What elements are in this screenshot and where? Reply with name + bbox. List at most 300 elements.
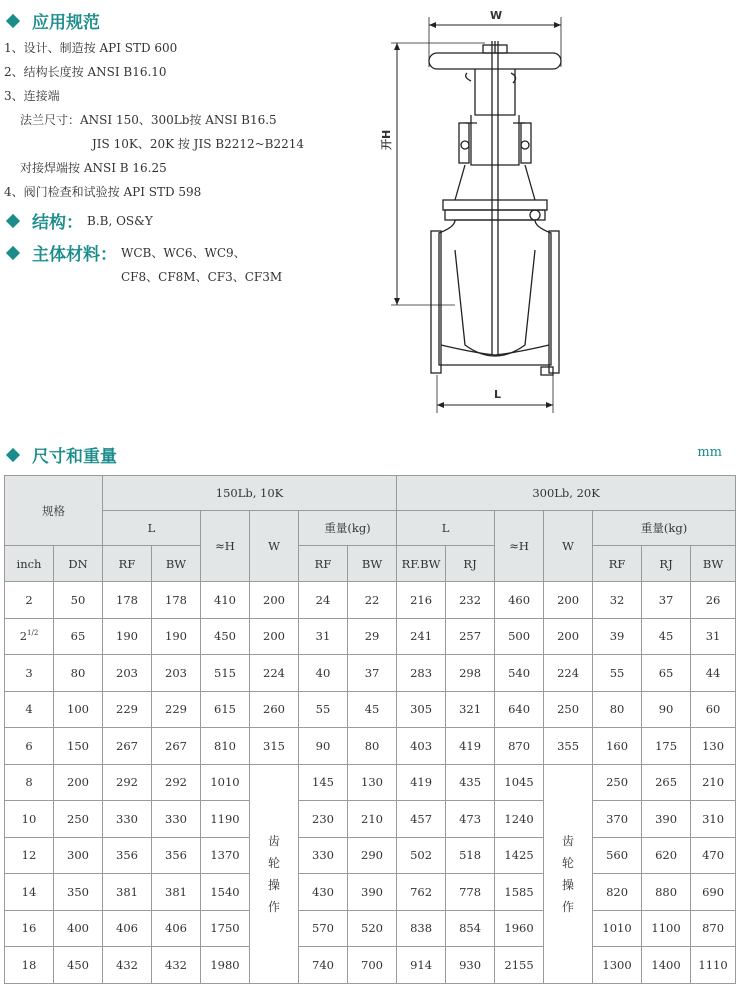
table-cell — [152, 728, 201, 765]
table-cell — [54, 837, 103, 874]
cell-value: 10 — [21, 811, 37, 826]
table-cell — [5, 655, 54, 692]
cell-value: 370 — [606, 811, 629, 826]
table-cell — [250, 728, 299, 765]
cell-value: 390 — [361, 884, 383, 899]
cell-value: 350 — [67, 884, 89, 899]
cell-value: 39 — [609, 629, 625, 644]
table-cell — [593, 801, 642, 838]
gear-operation-cell — [544, 764, 593, 983]
cell-value: 90 — [315, 738, 331, 753]
cell-value: 290 — [361, 848, 383, 863]
cell-value: 241 — [410, 629, 433, 644]
table-cell — [691, 728, 736, 765]
table-cell — [397, 764, 446, 801]
table-cell — [397, 874, 446, 911]
cell-value: 80 — [609, 702, 625, 717]
diamond-bullet-icon — [6, 447, 20, 461]
dim-label-w: W — [490, 9, 503, 22]
cell-value: 267 — [165, 738, 187, 753]
cell-value: 1425 — [504, 848, 534, 863]
table-cell — [446, 947, 495, 984]
cell-value: 381 — [116, 884, 138, 899]
cell-value: 321 — [459, 702, 482, 717]
table-cell — [5, 910, 54, 947]
header-inch: inch — [5, 546, 54, 582]
header-rf: RF — [299, 546, 348, 582]
cell-value: 473 — [459, 811, 482, 826]
cell-value: 430 — [312, 884, 334, 899]
cell-value: 1370 — [210, 848, 240, 863]
table-cell — [397, 582, 446, 619]
diamond-bullet-icon — [6, 245, 20, 259]
table-cell — [201, 728, 250, 765]
cell-value: 410 — [214, 592, 236, 607]
table-row — [5, 691, 736, 728]
header-rj: RJ — [446, 546, 495, 582]
cell-value: 80 — [364, 738, 380, 753]
table-cell — [103, 655, 152, 692]
header-group-300lb: 300Lb, 20K — [397, 476, 736, 511]
table-cell — [593, 728, 642, 765]
cell-value: 175 — [655, 738, 678, 753]
cell-value: 60 — [705, 702, 721, 717]
gear-char: 操 — [562, 877, 575, 892]
section-title-material — [4, 240, 246, 265]
table-cell — [593, 582, 642, 619]
cell-value: 1100 — [651, 921, 681, 936]
dim-label-h: 开H — [380, 129, 393, 150]
cell-value: 406 — [116, 921, 138, 936]
cell-value: 854 — [459, 921, 482, 936]
table-cell — [152, 618, 201, 655]
table-cell — [299, 691, 348, 728]
table-cell — [299, 618, 348, 655]
section-title-text: 尺寸和重量 — [32, 447, 117, 467]
header-rf: RF — [593, 546, 642, 582]
cell-value: 419 — [410, 775, 433, 790]
table-cell — [691, 764, 736, 801]
header-rfbw: RF.BW — [397, 546, 446, 582]
table-cell — [5, 947, 54, 984]
table-cell — [348, 764, 397, 801]
table-cell — [152, 764, 201, 801]
table-cell — [103, 947, 152, 984]
table-row — [5, 837, 736, 874]
cell-value: 298 — [459, 665, 482, 680]
cell-value: 305 — [410, 702, 433, 717]
cell-value: 55 — [609, 665, 625, 680]
cell-value: 65 — [658, 665, 674, 680]
table-cell — [299, 582, 348, 619]
table-cell — [201, 691, 250, 728]
cell-value: 1540 — [210, 884, 240, 899]
table-cell — [201, 874, 250, 911]
table-cell — [446, 655, 495, 692]
table-cell — [201, 618, 250, 655]
table-cell — [446, 728, 495, 765]
table-cell — [5, 582, 54, 619]
table-row — [5, 874, 736, 911]
table-cell — [348, 910, 397, 947]
header-bw: BW — [152, 546, 201, 582]
cell-value: 300 — [67, 848, 89, 863]
table-cell — [642, 728, 691, 765]
table-cell — [103, 801, 152, 838]
cell-value: 16 — [21, 921, 37, 936]
gear-char: 齿 — [267, 833, 280, 848]
cell-value: 29 — [364, 629, 380, 644]
table-cell — [54, 655, 103, 692]
table-cell — [642, 910, 691, 947]
cell-value: 778 — [459, 884, 482, 899]
cell-value: 870 — [702, 921, 725, 936]
table-cell — [348, 947, 397, 984]
cell-value: 200 — [263, 592, 285, 607]
header-w: W — [250, 511, 299, 582]
header-h: ≈H — [495, 511, 544, 582]
table-cell — [299, 947, 348, 984]
cell-value: 265 — [655, 775, 678, 790]
header-spec: 规格 — [5, 476, 103, 546]
section-title-application — [4, 8, 100, 33]
cell-value: 500 — [508, 629, 531, 644]
cell-value: 1190 — [210, 811, 240, 826]
cell-value: 838 — [410, 921, 433, 936]
table-cell — [397, 728, 446, 765]
table-row — [5, 728, 736, 765]
fraction-superscript: 1/2 — [27, 629, 39, 638]
cell-value: 515 — [214, 665, 236, 680]
cell-value: 762 — [410, 884, 433, 899]
table-cell — [250, 618, 299, 655]
cell-value: 32 — [609, 592, 625, 607]
cell-value: 356 — [165, 848, 187, 863]
table-cell — [397, 618, 446, 655]
cell-value: 55 — [315, 702, 331, 717]
table-cell — [103, 618, 152, 655]
table-cell — [299, 655, 348, 692]
table-cell — [348, 837, 397, 874]
cell-value: 450 — [67, 957, 89, 972]
table-cell — [691, 655, 736, 692]
cell-value: 403 — [410, 738, 433, 753]
cell-value: 390 — [655, 811, 678, 826]
cell-value: 190 — [116, 629, 138, 644]
table-cell — [201, 801, 250, 838]
table-cell — [299, 837, 348, 874]
gear-char: 操 — [267, 877, 280, 892]
cell-value: 400 — [67, 921, 89, 936]
spec-line: 对接焊端按 ANSI B 16.25 — [20, 161, 167, 175]
cell-value: 44 — [705, 665, 721, 680]
cell-value: 450 — [214, 629, 236, 644]
cell-value: 100 — [67, 702, 89, 717]
table-cell — [54, 764, 103, 801]
table-cell — [152, 801, 201, 838]
table-cell — [691, 618, 736, 655]
cell-value: 65 — [70, 629, 86, 644]
cell-value: 1980 — [210, 957, 240, 972]
cell-value: 570 — [312, 921, 334, 936]
spec-line: 2、结构长度按 ANSI B16.10 — [4, 65, 167, 79]
table-cell — [495, 582, 544, 619]
table-cell — [642, 655, 691, 692]
table-cell — [5, 874, 54, 911]
table-cell — [495, 764, 544, 801]
cell-value: 457 — [410, 811, 433, 826]
table-cell — [348, 874, 397, 911]
table-cell — [495, 728, 544, 765]
table-cell — [642, 874, 691, 911]
table-header-row — [5, 511, 736, 546]
header-rf: RF — [103, 546, 152, 582]
cell-value: 45 — [364, 702, 380, 717]
cell-value: 90 — [658, 702, 674, 717]
cell-value: 356 — [116, 848, 138, 863]
cell-value: 810 — [214, 738, 236, 753]
cell-value: 24 — [315, 592, 331, 607]
table-cell — [54, 582, 103, 619]
cell-value: 12 — [21, 848, 37, 863]
cell-value: 615 — [214, 702, 236, 717]
table-cell — [446, 910, 495, 947]
table-cell — [544, 728, 593, 765]
cell-value: 210 — [702, 775, 725, 790]
table-cell — [54, 728, 103, 765]
spec-line: 3、连接端 — [4, 89, 60, 103]
table-row — [5, 801, 736, 838]
cell-value: 6 — [25, 738, 33, 753]
cell-value: 1750 — [210, 921, 240, 936]
cell-value: 432 — [165, 957, 187, 972]
cell-value: 1010 — [602, 921, 632, 936]
cell-value: 224 — [557, 665, 580, 680]
cell-value: 292 — [165, 775, 187, 790]
cell-value: 330 — [116, 811, 138, 826]
table-cell — [299, 801, 348, 838]
cell-value: 690 — [702, 884, 725, 899]
cell-value: 620 — [655, 848, 678, 863]
table-cell — [495, 618, 544, 655]
cell-value: 520 — [361, 921, 383, 936]
table-cell — [54, 910, 103, 947]
cell-value: 1010 — [210, 775, 240, 790]
header-l: L — [103, 511, 201, 546]
cell-value: 31 — [705, 629, 721, 644]
cell-value: 1045 — [504, 775, 534, 790]
table-header-row — [5, 546, 736, 582]
table-cell — [152, 910, 201, 947]
cell-value: 930 — [459, 957, 482, 972]
cell-value: 200 — [67, 775, 89, 790]
header-dn: DN — [54, 546, 103, 582]
table-cell — [446, 874, 495, 911]
cell-value: 432 — [116, 957, 138, 972]
spec-line: 法兰尺寸：ANSI 150、300Lb按 ANSI B16.5 — [20, 113, 277, 127]
table-cell — [5, 618, 54, 655]
table-cell — [54, 618, 103, 655]
table-cell — [348, 728, 397, 765]
cell-value: 190 — [165, 629, 187, 644]
spec-line: 4、阀门检查和试验按 API STD 598 — [4, 185, 202, 199]
table-cell — [642, 691, 691, 728]
header-weight: 重量(kg) — [593, 511, 736, 546]
table-cell — [397, 801, 446, 838]
cell-value: 3 — [25, 665, 33, 680]
table-cell — [250, 691, 299, 728]
table-cell — [348, 618, 397, 655]
header-group-150lb: 150Lb, 10K — [103, 476, 397, 511]
table-cell — [446, 691, 495, 728]
table-cell — [593, 691, 642, 728]
table-row — [5, 655, 736, 692]
cell-value: 50 — [70, 592, 86, 607]
table-cell — [299, 764, 348, 801]
gear-char: 轮 — [562, 855, 575, 870]
cell-value: 40 — [315, 665, 331, 680]
table-cell — [397, 837, 446, 874]
cell-value: 820 — [606, 884, 629, 899]
cell-value: 232 — [459, 592, 482, 607]
section-title-text: 主体材料： — [32, 245, 117, 265]
cell-value: 203 — [165, 665, 187, 680]
header-bw: BW — [691, 546, 736, 582]
cell-value: 8 — [25, 775, 33, 790]
table-cell — [103, 764, 152, 801]
header-w: W — [544, 511, 593, 582]
dim-label-l: L — [494, 388, 502, 401]
cell-value: 130 — [702, 738, 725, 753]
table-cell — [642, 618, 691, 655]
table-cell — [544, 691, 593, 728]
table-cell — [495, 801, 544, 838]
table-cell — [250, 655, 299, 692]
table-cell — [642, 801, 691, 838]
table-cell — [103, 910, 152, 947]
cell-value: 1240 — [504, 811, 534, 826]
cell-value: 257 — [459, 629, 482, 644]
cell-value: 22 — [364, 592, 380, 607]
table-cell — [152, 691, 201, 728]
cell-value: 4 — [25, 702, 33, 717]
cell-value: 880 — [655, 884, 678, 899]
table-cell — [495, 910, 544, 947]
cell-value: 37 — [658, 592, 674, 607]
cell-value: 178 — [116, 592, 138, 607]
table-cell — [201, 582, 250, 619]
cell-value: 870 — [508, 738, 531, 753]
table-cell — [691, 947, 736, 984]
gate-valve-drawing — [385, 5, 585, 415]
gear-char: 轮 — [267, 855, 280, 870]
cell-value: 381 — [165, 884, 187, 899]
cell-value: 200 — [557, 629, 580, 644]
table-cell — [54, 801, 103, 838]
table-cell — [593, 910, 642, 947]
cell-value: 130 — [361, 775, 383, 790]
table-cell — [544, 655, 593, 692]
section-title-dimensions — [4, 442, 117, 467]
table-cell — [348, 582, 397, 619]
cell-value: 330 — [312, 848, 334, 863]
table-row — [5, 947, 736, 984]
cell-value: 330 — [165, 811, 187, 826]
table-cell — [201, 655, 250, 692]
table-cell — [250, 582, 299, 619]
table-cell — [299, 728, 348, 765]
table-cell — [642, 947, 691, 984]
spec-line: JIS 10K、20K 按 JIS B2212~B2214 — [92, 137, 305, 151]
table-cell — [397, 655, 446, 692]
table-cell — [593, 947, 642, 984]
table-cell — [348, 691, 397, 728]
table-cell — [446, 582, 495, 619]
dimension-weight-table — [4, 475, 736, 984]
cell-value: 1110 — [698, 957, 728, 972]
table-cell — [691, 874, 736, 911]
table-cell — [348, 801, 397, 838]
cell-value: 419 — [459, 738, 482, 753]
cell-value: 26 — [705, 592, 721, 607]
cell-value: 178 — [165, 592, 187, 607]
table-cell — [299, 910, 348, 947]
table-cell — [593, 655, 642, 692]
cell-value: 1400 — [651, 957, 681, 972]
table-cell — [152, 947, 201, 984]
table-cell — [103, 582, 152, 619]
cell-value: 1960 — [504, 921, 534, 936]
cell-value: 470 — [702, 848, 725, 863]
table-cell — [152, 582, 201, 619]
gear-char: 齿 — [562, 833, 575, 848]
unit-label: mm — [697, 445, 722, 460]
table-cell — [495, 691, 544, 728]
section-title-structure — [4, 208, 153, 233]
diamond-bullet-icon — [6, 213, 20, 227]
cell-value: 250 — [67, 811, 89, 826]
cell-value: 37 — [364, 665, 380, 680]
diamond-bullet-icon — [6, 13, 20, 27]
cell-value: 18 — [21, 957, 37, 972]
table-cell — [103, 691, 152, 728]
cell-value: 203 — [116, 665, 138, 680]
section-title-text: 结构： — [32, 213, 83, 233]
cell-value: 229 — [116, 702, 138, 717]
cell-value: 150 — [67, 738, 89, 753]
table-cell — [5, 801, 54, 838]
table-cell — [446, 801, 495, 838]
table-cell — [495, 874, 544, 911]
cell-value: 31 — [315, 629, 331, 644]
table-cell — [446, 837, 495, 874]
table-cell — [544, 618, 593, 655]
table-row — [5, 764, 736, 801]
cell-value: 1300 — [602, 957, 632, 972]
cell-value: 210 — [361, 811, 383, 826]
table-cell — [201, 764, 250, 801]
cell-value: 1585 — [504, 884, 534, 899]
table-cell — [348, 655, 397, 692]
table-cell — [642, 837, 691, 874]
table-cell — [152, 655, 201, 692]
cell-value: 460 — [508, 592, 531, 607]
cell-value: 2 — [25, 592, 33, 607]
cell-value: 224 — [263, 665, 285, 680]
spec-line: 1、设计、制造按 API STD 600 — [4, 41, 178, 55]
gear-operation-cell — [250, 764, 299, 983]
table-cell — [397, 910, 446, 947]
